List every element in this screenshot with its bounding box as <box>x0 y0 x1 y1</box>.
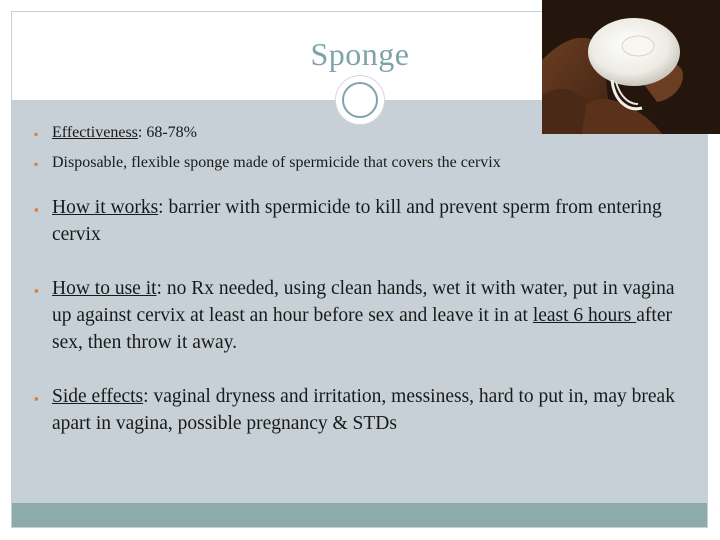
bullet-how-to-use <box>34 275 694 356</box>
bullet-text: Disposable, flexible sponge made of spermicide that covers the cervix <box>52 154 501 171</box>
bullet-text: : vaginal dryness and irritation, messiness, hard to put in, may break apart in vagina, possible pregnancy & STDs <box>52 386 675 434</box>
bullet-text-after: after sex, then throw it away. <box>52 305 672 353</box>
bullet-icon: ▪ <box>34 391 39 406</box>
bullet-list <box>34 122 694 437</box>
sponge-photo <box>542 0 720 134</box>
bullet-text: : barrier with spermicide to kill and prevent sperm from entering cervix <box>52 197 662 245</box>
bullet-label: Side effects <box>52 386 144 407</box>
bullet-icon: ▪ <box>34 127 39 141</box>
bullet-icon: ▪ <box>34 202 39 217</box>
bullet-label: How it works <box>52 197 159 218</box>
divider-line-left <box>12 100 335 101</box>
divider-circle-icon <box>342 82 378 118</box>
bullet-label: Effectiveness <box>52 124 138 141</box>
bullet-icon: ▪ <box>34 283 39 298</box>
bullet-description <box>34 152 694 174</box>
bullet-text: : 68-78% <box>137 124 197 141</box>
bullet-label: How to use it <box>52 278 157 299</box>
bullet-side-effects <box>34 383 694 437</box>
bullet-icon: ▪ <box>34 157 39 171</box>
bullet-how-it-works <box>34 194 694 248</box>
sponge-photo-illustration <box>542 0 720 134</box>
slide-title: Sponge <box>310 36 410 72</box>
bullet-text: : no Rx needed, using clean hands, wet it with water, put in vagina up against cervix at least an hour before sex and leave it in at <box>52 278 675 326</box>
bullet-emphasis: least 6 hours <box>532 305 637 326</box>
